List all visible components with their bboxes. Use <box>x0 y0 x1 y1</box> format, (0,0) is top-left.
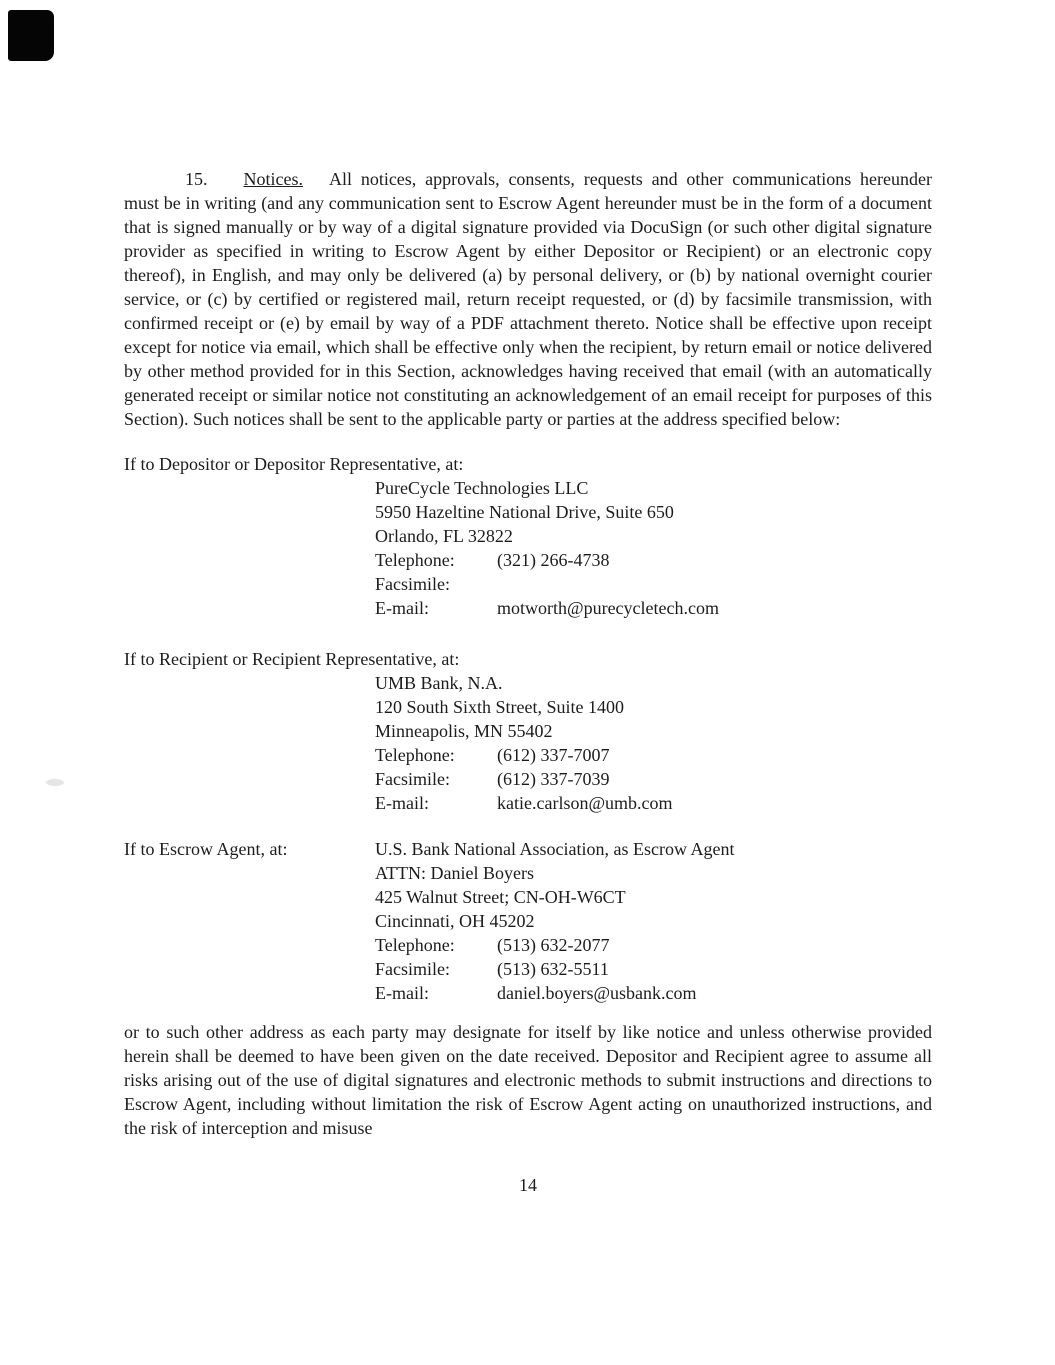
email-row <box>375 791 932 815</box>
telephone-row <box>375 933 932 957</box>
telephone-label: Telephone: <box>375 550 455 570</box>
section-paragraph <box>124 167 932 431</box>
scan-artifact-corner <box>8 10 54 61</box>
facsimile-row <box>375 957 932 981</box>
email-row <box>375 981 932 1005</box>
contact-intro-depositor: If to Depositor or Depositor Representative, at: <box>124 454 464 474</box>
facsimile-label: Facsimile: <box>375 769 450 789</box>
closing-paragraph: or to such other address as each party may designate for itself by like notice and unless otherwise provided herein shall be deemed to have been given on the date received. Depositor and Recipient agree to assume all risks arising out of the use of digital signatures and electronic methods to submit instructions and directions to Escrow Agent, including without limitation the risk of Escrow Agent acting on unauthorized instructions, and the risk of interception and misuse <box>124 1022 932 1138</box>
email-label: E-mail: <box>375 793 429 813</box>
address-line: 5950 Hazeltine National Drive, Suite 650 <box>375 502 674 522</box>
facsimile-row <box>375 572 932 596</box>
facsimile-label: Facsimile: <box>375 574 450 594</box>
contact-intro-escrow-agent: If to Escrow Agent, at: <box>124 839 288 859</box>
contact-block-escrow-agent <box>124 837 932 1005</box>
facsimile-row <box>375 767 932 791</box>
contact-address-depositor <box>375 476 932 620</box>
contact-address-escrow-agent <box>375 837 932 1005</box>
address-line: Minneapolis, MN 55402 <box>375 721 553 741</box>
scan-artifact-smudge <box>46 779 64 786</box>
facsimile-value: (612) 337-7039 <box>497 769 610 789</box>
telephone-label: Telephone: <box>375 935 455 955</box>
section-title: Notices. <box>243 169 303 189</box>
address-line: 120 South Sixth Street, Suite 1400 <box>375 697 625 717</box>
telephone-row <box>375 743 932 767</box>
section-body-text: All notices, approvals, consents, requests and other communications hereunder must be in writing (and any communication sent to Escrow Agent hereunder must be in the form of a document that is signed manually or by way of a digital signature provided via DocuSign (or such other digital signature provider as specified in writing to Escrow Agent by either Depositor or Recipient) or an electronic copy thereof), in English, and may only be delivered (a) by personal delivery, or (b) by national overnight courier service, or (c) by certified or registered mail, return receipt requested, or (d) by facsimile transmission, with confirmed receipt or (e) by email by way of a PDF attachment thereto. Notice shall be effective upon receipt except for notice via email, which shall be effective only when the recipient, by return email or notice delivered by other method provided for in this Section, acknowledges having received that email (with an automatically generated receipt or similar notice not constituting an acknowledgement of an email receipt for purposes of this Section). Such notices shall be sent to the applicable party or parties at the address specified below: <box>124 169 932 429</box>
telephone-value: (321) 266-4738 <box>497 550 610 570</box>
email-row <box>375 596 932 620</box>
email-value: daniel.boyers@usbank.com <box>497 983 697 1003</box>
address-line: Cincinnati, OH 45202 <box>375 911 535 931</box>
address-line: Orlando, FL 32822 <box>375 526 513 546</box>
address-line: U.S. Bank National Association, as Escrow Agent <box>375 839 735 859</box>
email-label: E-mail: <box>375 983 429 1003</box>
contact-address-recipient <box>375 671 932 815</box>
telephone-row <box>375 548 932 572</box>
telephone-value: (513) 632-2077 <box>497 935 610 955</box>
address-line: PureCycle Technologies LLC <box>375 478 589 498</box>
address-line: UMB Bank, N.A. <box>375 673 503 693</box>
page-number: 14 <box>519 1175 537 1195</box>
facsimile-value: (513) 632-5511 <box>497 959 609 979</box>
telephone-value: (612) 337-7007 <box>497 745 610 765</box>
contact-intro-recipient: If to Recipient or Recipient Representative, at: <box>124 649 460 669</box>
telephone-label: Telephone: <box>375 745 455 765</box>
section-number: 15. <box>185 169 208 189</box>
address-line: 425 Walnut Street; CN-OH-W6CT <box>375 887 626 907</box>
contact-block-depositor <box>124 452 932 620</box>
address-line: ATTN: Daniel Boyers <box>375 863 534 883</box>
email-value: motworth@purecycletech.com <box>497 598 719 618</box>
email-value: katie.carlson@umb.com <box>497 793 673 813</box>
facsimile-label: Facsimile: <box>375 959 450 979</box>
contact-block-recipient <box>124 647 932 815</box>
email-label: E-mail: <box>375 598 429 618</box>
